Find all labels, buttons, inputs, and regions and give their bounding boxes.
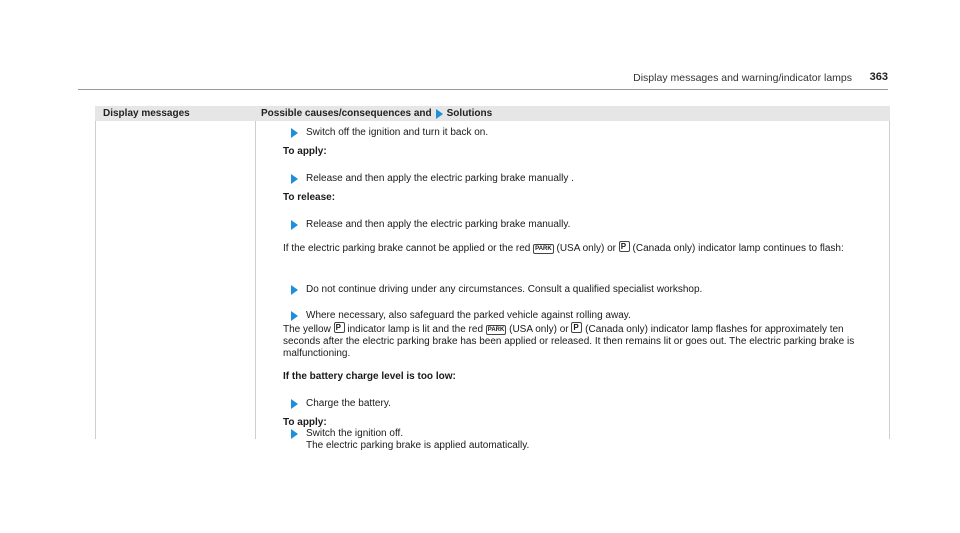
arrow-right-icon: [291, 285, 298, 295]
table-body: [95, 121, 890, 439]
to-apply-heading: To apply:: [283, 417, 327, 428]
step-text: Where necessary, also safeguard the parked vehicle against rolling away.: [306, 310, 631, 321]
column-divider: [95, 121, 96, 439]
arrow-right-icon: [291, 220, 298, 230]
column-divider: [255, 121, 256, 439]
parking-brake-lamp-icon: [571, 322, 582, 333]
step-note: The electric parking brake is applied automatically.: [306, 440, 530, 451]
arrow-right-icon: [291, 311, 298, 321]
arrow-right-icon: [436, 109, 443, 119]
paragraph-text: The yellow: [283, 324, 331, 335]
header-title: Display messages and warning/indicator lamps: [633, 72, 852, 84]
paragraph: [283, 322, 883, 360]
step-text: Charge the battery.: [306, 398, 391, 409]
to-apply-heading: To apply:: [283, 146, 327, 157]
step-item: [283, 398, 883, 410]
messages-table: [95, 106, 890, 451]
col-header-solutions: [261, 108, 492, 119]
paragraph-text: (USA only) or: [556, 243, 616, 254]
arrow-right-icon: [291, 174, 298, 184]
column-divider: [889, 121, 890, 439]
paragraph-text: (USA only) or: [509, 324, 569, 335]
col-header-solutions-text: Solutions: [446, 108, 493, 119]
paragraph-text: indicator lamp is lit and the red: [347, 324, 483, 335]
paragraph-text: If the electric parking brake cannot be applied or the red: [283, 243, 531, 254]
park-lamp-icon: PARK: [535, 246, 552, 252]
paragraph-text: (Canada only) indicator lamp continues to flash:: [632, 243, 844, 254]
step-item: [283, 284, 883, 296]
page-header: [78, 72, 888, 90]
step-text: Switch the ignition off.: [306, 428, 404, 439]
battery-heading: If the battery charge level is too low:: [283, 371, 456, 382]
arrow-right-icon: [291, 128, 298, 138]
parking-brake-lamp-icon: [334, 322, 345, 333]
step-item: [283, 310, 883, 322]
arrow-right-icon: [291, 399, 298, 409]
step-item: [283, 173, 883, 185]
step-item: [283, 219, 883, 231]
col-header-causes-text: Possible causes/consequences and: [261, 108, 432, 119]
park-lamp-icon: PARK: [487, 327, 505, 333]
step-text: Switch off the ignition and turn it back on.: [306, 127, 489, 138]
step-text: Release and then apply the electric parking brake manually.: [306, 219, 571, 230]
col-header-display-messages: Display messages: [103, 108, 190, 119]
step-item: [283, 127, 883, 139]
paragraph-text: (Canada only) indicator lamp flashes for approximately ten seconds after the electric parking brake has been applied or released. It then remains lit or goes out. The electric parking brake is malfunctioning.: [283, 324, 855, 359]
table-header: [95, 106, 890, 121]
step-text: Do not continue driving under any circumstances. Consult a qualified specialist workshop.: [306, 284, 703, 295]
page-number: 363: [869, 71, 888, 83]
step-text: Release and then apply the electric parking brake manually .: [306, 173, 574, 184]
parking-brake-lamp-icon: [619, 241, 630, 252]
to-release-heading: To release:: [283, 192, 336, 203]
paragraph: [283, 241, 873, 255]
arrow-right-icon: [291, 429, 298, 439]
step-item: [283, 428, 403, 440]
